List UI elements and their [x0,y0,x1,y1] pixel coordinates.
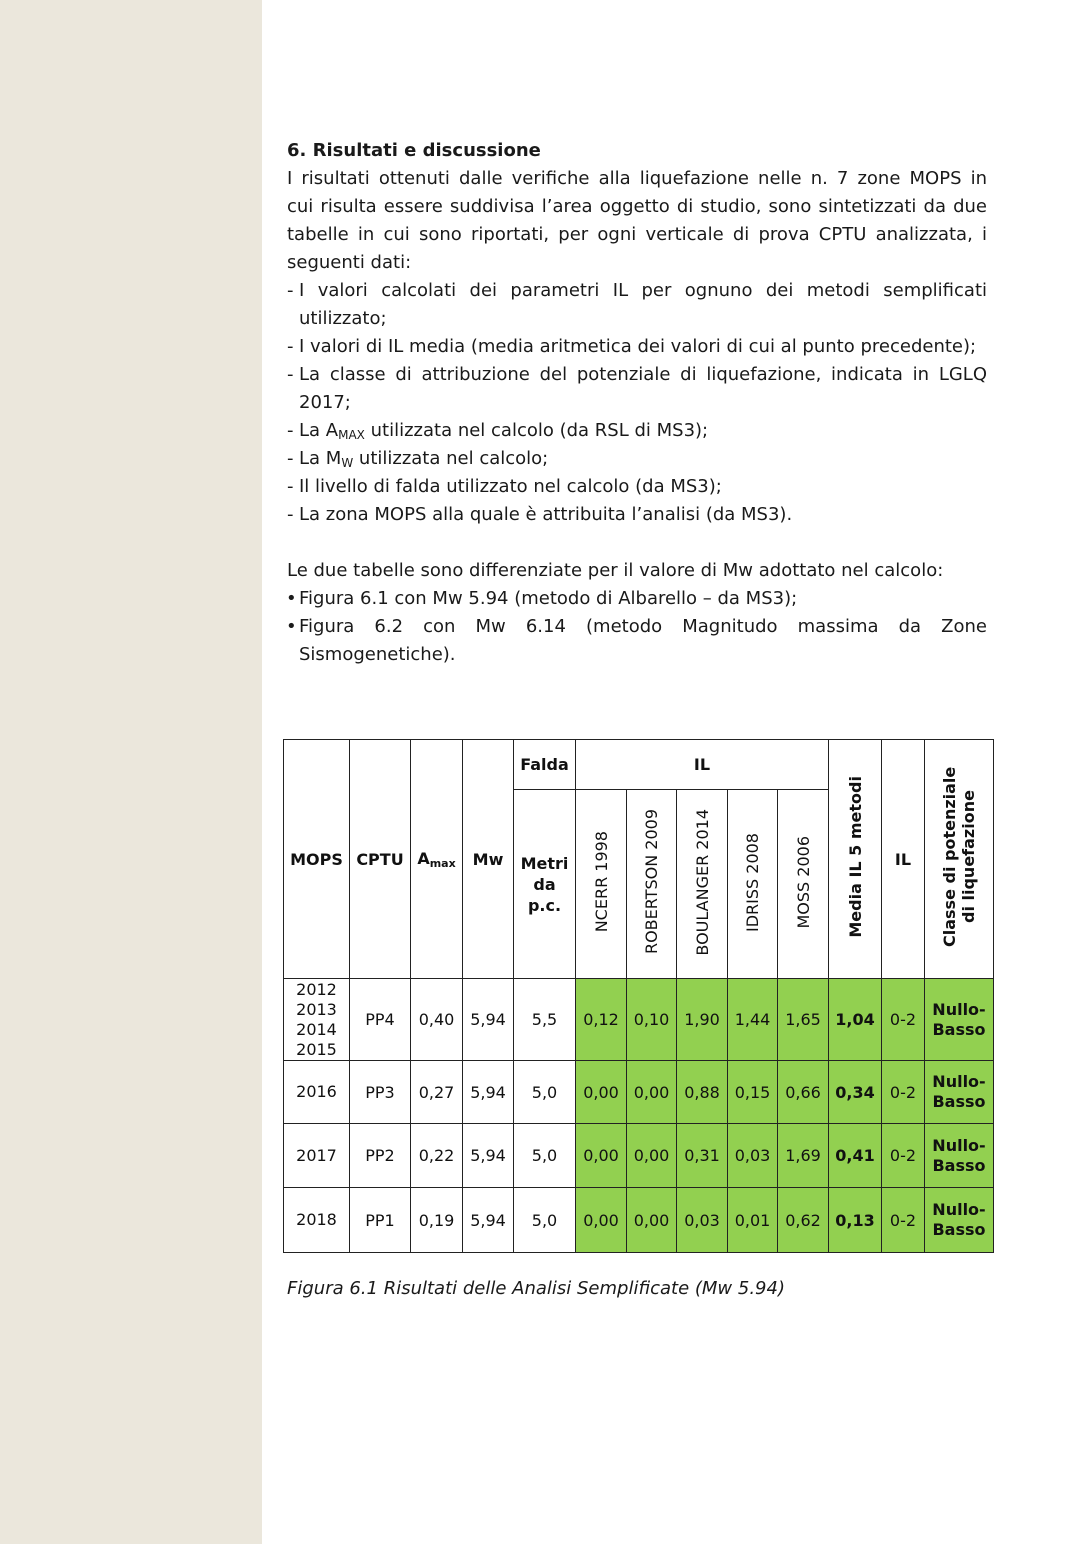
cell-il-value: 0,15 [728,1061,778,1124]
bullet-text: Sismogenetiche). [299,644,456,665]
intro-paragraph [287,165,987,277]
intro-line: cui risulta essere suddivisa l’area oggetto di studio, sono sintetizzati da due [287,196,987,217]
cell-amax: 0,27 [411,1061,463,1124]
intro-line: seguenti dati: [287,252,412,273]
header-amax: Amax [411,740,463,979]
header-method: ROBERTSON 2009 [627,790,677,979]
section-title: 6. Risultati e discussione [287,140,541,161]
mops-zone: 2014 [296,1019,337,1039]
bullet-word: Zone [941,616,987,637]
header-il-group: IL [576,740,829,790]
table-row [284,979,994,1061]
bullet-item: • Figura 6.1 con Mw 5.94 (metodo di Albarello – da MS3); [286,588,798,609]
cell-falda: 5,5 [514,979,576,1061]
cell-mops [284,979,350,1061]
mops-zone: 2018 [296,1210,337,1229]
header-mw: Mw [463,740,514,979]
cell-il-value: 0,10 [627,979,677,1061]
cell-il: 0-2 [882,1061,925,1124]
cell-il-value: 0,03 [677,1188,728,1253]
list-item-text: utilizzata nel calcolo (da RSL di MS3); [364,420,709,441]
cell-il-value: 0,01 [728,1188,778,1253]
cell-il-value: 0,00 [576,1188,627,1253]
mops-zone: 2017 [296,1145,337,1165]
header-il: IL [882,740,925,979]
mops-zone: 2016 [296,1082,337,1101]
header-method: BOULANGER 2014 [677,790,728,979]
bullet-word: 6.2 [374,616,404,637]
cell-amax: 0,22 [411,1124,463,1188]
bullet-word: (metodo [586,616,663,637]
cell-mops [284,1124,350,1188]
subscript: MAX [338,428,365,442]
cell-il-value: 1,90 [677,979,728,1061]
cell-il-value: 0,00 [627,1188,677,1253]
bullet-word: Mw [475,616,506,637]
list-item-text: La zona MOPS alla quale è attribuita l’analisi (da MS3). [299,504,793,525]
list-item: - I valori calcolati dei parametri IL per ognuno dei metodi semplificati utilizzato; [287,280,987,329]
bullet-word: da [898,616,922,637]
cell-classe [925,979,994,1061]
list-item: - I valori di IL media (media aritmetica dei valori di cui al punto precedente); [287,336,977,357]
cell-cptu: PP4 [350,979,411,1061]
mops-zone: 2015 [296,1039,337,1059]
table-row [284,1188,994,1253]
cell-mops [284,1061,350,1124]
cell-il: 0-2 [882,1124,925,1188]
header-method: NCERR 1998 [576,790,627,979]
cell-il-value: 1,44 [728,979,778,1061]
header-classe: Classe di potenziale di liquefazione [925,740,994,979]
bullet-word: 6.14 [525,616,566,637]
list-item-text: I valori calcolati dei parametri IL per ognuno dei metodi semplificati utilizzato; [299,280,987,329]
classe-text: Nullo- [932,1200,986,1219]
cell-il-value: 0,00 [576,1124,627,1188]
cell-il-value: 0,62 [778,1188,829,1253]
intro-line: I risultati ottenuti dalle verifiche alla liquefazione nelle n. 7 zone MOPS in [287,168,987,189]
mops-zone: 2013 [296,999,337,1019]
cell-mops [284,1188,350,1253]
cell-classe [925,1124,994,1188]
classe-text: Nullo- [932,999,986,1019]
cell-il-value: 0,00 [576,1061,627,1124]
header-falda-unit: Metri da p.c. [514,790,576,979]
cell-falda: 5,0 [514,1124,576,1188]
list-item: - Il livello di falda utilizzato nel calcolo (da MS3); [287,476,722,497]
intro-line: tabelle in cui sono riportati, per ogni verticale di prova CPTU analizzata, i [287,224,987,245]
cell-cptu: PP2 [350,1124,411,1188]
page-margin-band [0,0,262,1544]
classe-text: Basso [932,1019,986,1039]
figure-caption: Figura 6.1 Risultati delle Analisi Semplificate (Mw 5.94) [287,1278,785,1299]
cell-mw: 5,94 [463,1188,514,1253]
cell-il-value: 1,69 [778,1124,829,1188]
classe-text: Nullo- [932,1135,986,1155]
header-media: Media IL 5 metodi [829,740,882,979]
bullet-word: Figura [299,616,355,637]
cell-media: 0,34 [829,1061,882,1124]
table-row [284,1124,994,1188]
text-body [287,137,987,669]
cell-classe [925,1061,994,1124]
bullet-word: con [423,616,456,637]
cell-cptu: PP1 [350,1188,411,1253]
cell-il-value: 0,12 [576,979,627,1061]
cell-cptu: PP3 [350,1061,411,1124]
cell-media: 1,04 [829,979,882,1061]
header-method: IDRISS 2008 [728,790,778,979]
cell-il-value: 0,31 [677,1124,728,1188]
cell-il-value: 0,00 [627,1124,677,1188]
list-item-text: Il livello di falda utilizzato nel calcolo (da MS3); [299,476,722,497]
header-mops: MOPS [284,740,350,979]
cell-il-value: 0,88 [677,1061,728,1124]
cell-il-value: 0,00 [627,1061,677,1124]
cell-media: 0,41 [829,1124,882,1188]
classe-text: Basso [932,1092,986,1111]
list-item-text: La A [299,420,339,441]
classe-text: Nullo- [932,1072,986,1091]
cell-falda: 5,0 [514,1188,576,1253]
classe-text: Basso [932,1155,986,1175]
mops-zone: 2012 [296,979,337,999]
list-item-text: I valori di IL media (media aritmetica dei valori di cui al punto precedente); [299,336,977,357]
cell-falda: 5,0 [514,1061,576,1124]
table-row [284,1061,994,1124]
cell-il: 0-2 [882,1188,925,1253]
cell-il: 0-2 [882,979,925,1061]
tables-intro: Le due tabelle sono differenziate per il valore di Mw adottato nel calcolo: [287,560,944,581]
bullet-text: Figura 6.1 con Mw 5.94 (metodo di Albarello – da MS3); [299,588,798,609]
header-cptu: CPTU [350,740,411,979]
cell-mw: 5,94 [463,979,514,1061]
classe-text: Basso [932,1220,986,1239]
results-table [283,739,994,1253]
cell-mw: 5,94 [463,1061,514,1124]
bullet-text [299,613,987,641]
list-item: - La zona MOPS alla quale è attribuita l’analisi (da MS3). [287,504,793,525]
header-falda: Falda [514,740,576,790]
cell-amax: 0,40 [411,979,463,1061]
bullet-word: Magnitudo [682,616,778,637]
bullet-item: • Figura 6.2 con Mw 6.14 (metodo Magnitudo massima da Zone Sismogenetiche). [287,613,987,669]
cell-media: 0,13 [829,1188,882,1253]
cell-amax: 0,19 [411,1188,463,1253]
bullet-word: massima [797,616,879,637]
list-item: - La $A_{MAX}$ utilizzata nel calcolo (da RSL di MS3); [287,420,709,442]
subscript: W [341,456,354,470]
cell-il-value: 1,65 [778,979,829,1061]
list-item-text: La M [299,448,342,469]
list-item: - La $M_W$ utilizzata nel calcolo; [287,448,549,470]
cell-il-value: 0,03 [728,1124,778,1188]
list-item-text: utilizzata nel calcolo; [353,448,549,469]
header-method: MOSS 2006 [778,790,829,979]
cell-mw: 5,94 [463,1124,514,1188]
list-item: - La classe di attribuzione del potenziale di liquefazione, indicata in LGLQ 2017; [287,364,987,413]
cell-classe [925,1188,994,1253]
list-item-text: La classe di attribuzione del potenziale di liquefazione, indicata in LGLQ 2017; [299,364,987,413]
cell-il-value: 0,66 [778,1061,829,1124]
